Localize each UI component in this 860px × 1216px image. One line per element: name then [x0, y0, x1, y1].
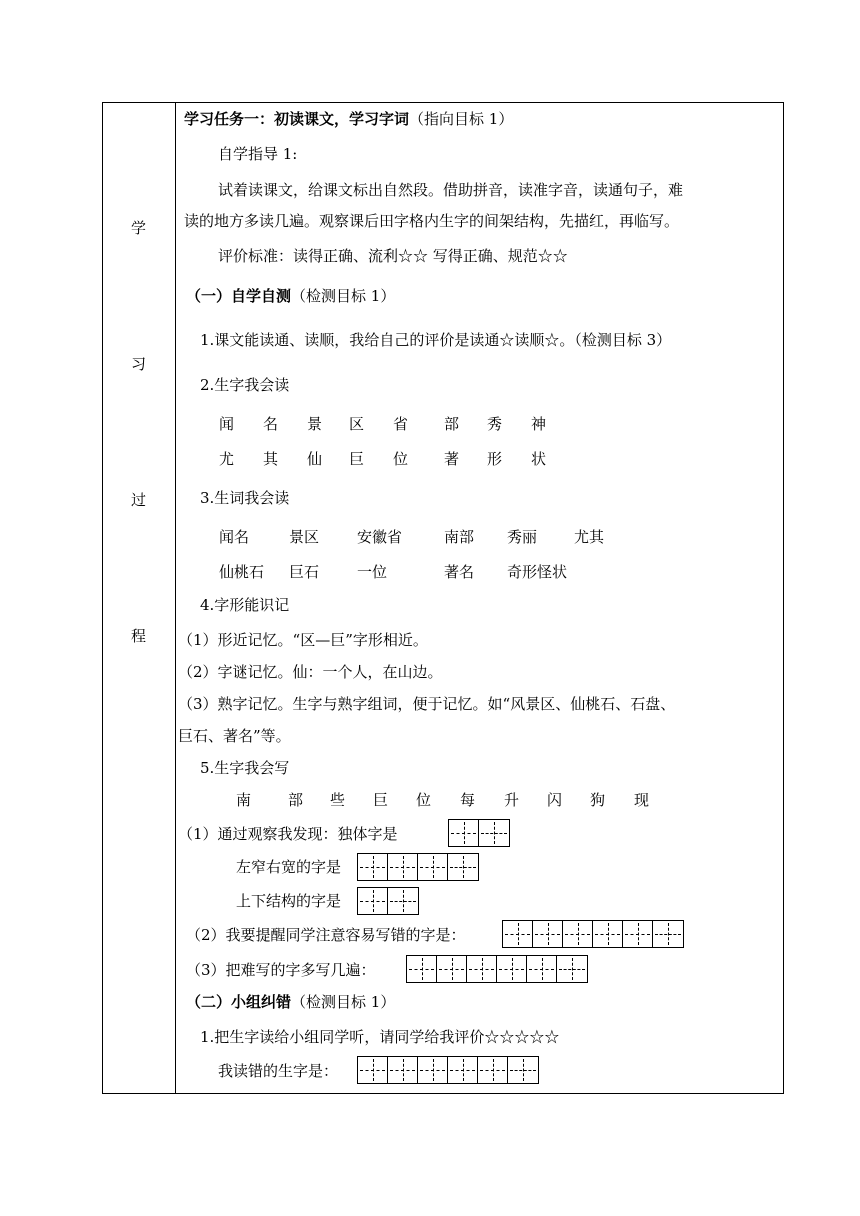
- writing-grid-single-chars[interactable]: [448, 819, 510, 847]
- writing-grid-misread[interactable]: [357, 1056, 539, 1084]
- task-heading: [184, 109, 513, 129]
- write-char: 巨: [373, 791, 389, 809]
- guide-line-2: 读的地方多读几遍。观察课后田字格内生字的间架结构，先描红，再临写。: [184, 212, 680, 230]
- section-1-title: （一）自学自测: [186, 287, 292, 305]
- item-5-3: （3）把难写的字多写几遍：: [186, 961, 376, 979]
- section-2-target: （检测目标 1）: [291, 993, 396, 1011]
- grid-cell[interactable]: [449, 820, 479, 846]
- grid-cell[interactable]: [388, 1057, 418, 1083]
- grid-cell[interactable]: [479, 820, 509, 846]
- side-label-char-2: 习: [130, 355, 146, 373]
- grid-cell[interactable]: [478, 1057, 508, 1083]
- grid-cell[interactable]: [593, 921, 623, 947]
- grid-cell[interactable]: [437, 956, 467, 982]
- side-label-char-4: 程: [130, 627, 146, 645]
- read-char: 巨: [349, 450, 365, 468]
- grid-cell[interactable]: [563, 921, 593, 947]
- write-char: 每: [460, 791, 476, 809]
- section-2-heading: [186, 992, 395, 1012]
- writing-grid-left-right[interactable]: [357, 853, 479, 881]
- grid-cell[interactable]: [467, 956, 497, 982]
- writing-grid-mistakes[interactable]: [502, 920, 684, 948]
- grid-cell[interactable]: [533, 921, 563, 947]
- read-char: 仙: [307, 450, 323, 468]
- read-char: 区: [349, 415, 365, 433]
- write-char: 狗: [590, 791, 606, 809]
- word: 仙桃石: [219, 563, 265, 581]
- read-char: 部: [444, 415, 460, 433]
- read-char: 形: [487, 450, 503, 468]
- write-char: 升: [504, 791, 520, 809]
- grid-cell[interactable]: [448, 854, 478, 880]
- item-5: 5.生字我会写: [200, 759, 290, 777]
- section-1-heading: [186, 286, 395, 306]
- item-5-1: （1）通过观察我发现：独体字是: [178, 825, 398, 843]
- grid-cell[interactable]: [407, 956, 437, 982]
- read-char: 其: [263, 450, 279, 468]
- write-char: 部: [288, 791, 304, 809]
- word: 著名: [444, 563, 475, 581]
- read-char: 位: [393, 450, 409, 468]
- item-5-1-top-bottom: 上下结构的字是: [236, 892, 342, 910]
- write-char: 闪: [547, 791, 563, 809]
- item-2: 2.生字我会读: [200, 376, 290, 394]
- grid-cell[interactable]: [388, 888, 418, 914]
- word: 巨石: [289, 563, 320, 581]
- item-1: 1.课文能读通、读顺，我给自己的评价是读通☆读顺☆。（检测目标 3）: [200, 331, 672, 349]
- word: 尤其: [574, 528, 605, 546]
- side-label-char-3: 过: [130, 491, 146, 509]
- read-char: 省: [393, 415, 409, 433]
- write-char: 些: [330, 791, 346, 809]
- word: 奇形怪状: [507, 563, 568, 581]
- grid-cell[interactable]: [358, 1057, 388, 1083]
- read-char: 景: [307, 415, 323, 433]
- section-1-target: （检测目标 1）: [291, 287, 396, 305]
- guide-title: 自学指导 1:: [218, 145, 298, 163]
- read-char: 神: [531, 415, 547, 433]
- writing-grid-practice[interactable]: [406, 955, 588, 983]
- item-4-2: （2）字谜记忆。仙：一个人，在山边。: [178, 663, 443, 681]
- grid-cell[interactable]: [623, 921, 653, 947]
- item-4-3: （3）熟字记忆。生字与熟字组词，便于记忆。如“风景区、仙桃石、石盘、: [178, 695, 676, 713]
- grid-cell[interactable]: [557, 956, 587, 982]
- grid-cell[interactable]: [388, 854, 418, 880]
- section-2-title: （二）小组纠错: [186, 993, 292, 1011]
- guide-line-1: 试着读课文，给课文标出自然段。借助拼音，读准字音，读通句子，难: [218, 181, 684, 199]
- grid-cell[interactable]: [497, 956, 527, 982]
- grid-cell[interactable]: [508, 1057, 538, 1083]
- grid-cell[interactable]: [503, 921, 533, 947]
- item-3: 3.生词我会读: [200, 489, 290, 507]
- grid-cell[interactable]: [418, 1057, 448, 1083]
- read-char: 名: [263, 415, 279, 433]
- column-divider: [175, 102, 176, 1094]
- item-5-1-left-narrow: 左窄右宽的字是: [236, 858, 342, 876]
- grid-cell[interactable]: [527, 956, 557, 982]
- read-char: 闻: [219, 415, 235, 433]
- word: 秀丽: [507, 528, 538, 546]
- grid-cell[interactable]: [448, 1057, 478, 1083]
- word: 景区: [289, 528, 320, 546]
- read-char: 著: [444, 450, 460, 468]
- read-char: 秀: [487, 415, 503, 433]
- read-char: 状: [531, 450, 547, 468]
- grid-cell[interactable]: [358, 854, 388, 880]
- writing-grid-top-bottom[interactable]: [357, 887, 419, 915]
- write-char: 南: [236, 791, 252, 809]
- word: 一位: [357, 563, 388, 581]
- task-target: （指向目标 1）: [409, 110, 514, 128]
- item-4-3-cont: 巨石、著名”等。: [178, 727, 291, 745]
- write-char: 现: [634, 791, 650, 809]
- section-2-misread-label: 我读错的生字是：: [218, 1062, 339, 1080]
- item-4: 4.字形能识记: [200, 596, 290, 614]
- side-label-char-1: 学: [130, 219, 146, 237]
- word: 南部: [444, 528, 475, 546]
- criteria-text: 评价标准：读得正确、流利☆☆ 写得正确、规范☆☆: [218, 247, 568, 265]
- item-4-1: （1）形近记忆。“区—巨”字形相近。: [178, 631, 428, 649]
- task-title: 学习任务一：初读课文，学习字词: [184, 110, 410, 128]
- grid-cell[interactable]: [358, 888, 388, 914]
- item-5-2: （2）我要提醒同学注意容易写错的字是：: [186, 926, 466, 944]
- read-char: 尤: [219, 450, 235, 468]
- grid-cell[interactable]: [418, 854, 448, 880]
- word: 闻名: [219, 528, 250, 546]
- section-2-item-1: 1.把生字读给小组同学听，请同学给我评价☆☆☆☆☆: [200, 1028, 560, 1046]
- grid-cell[interactable]: [653, 921, 683, 947]
- word: 安徽省: [357, 528, 403, 546]
- write-char: 位: [416, 791, 432, 809]
